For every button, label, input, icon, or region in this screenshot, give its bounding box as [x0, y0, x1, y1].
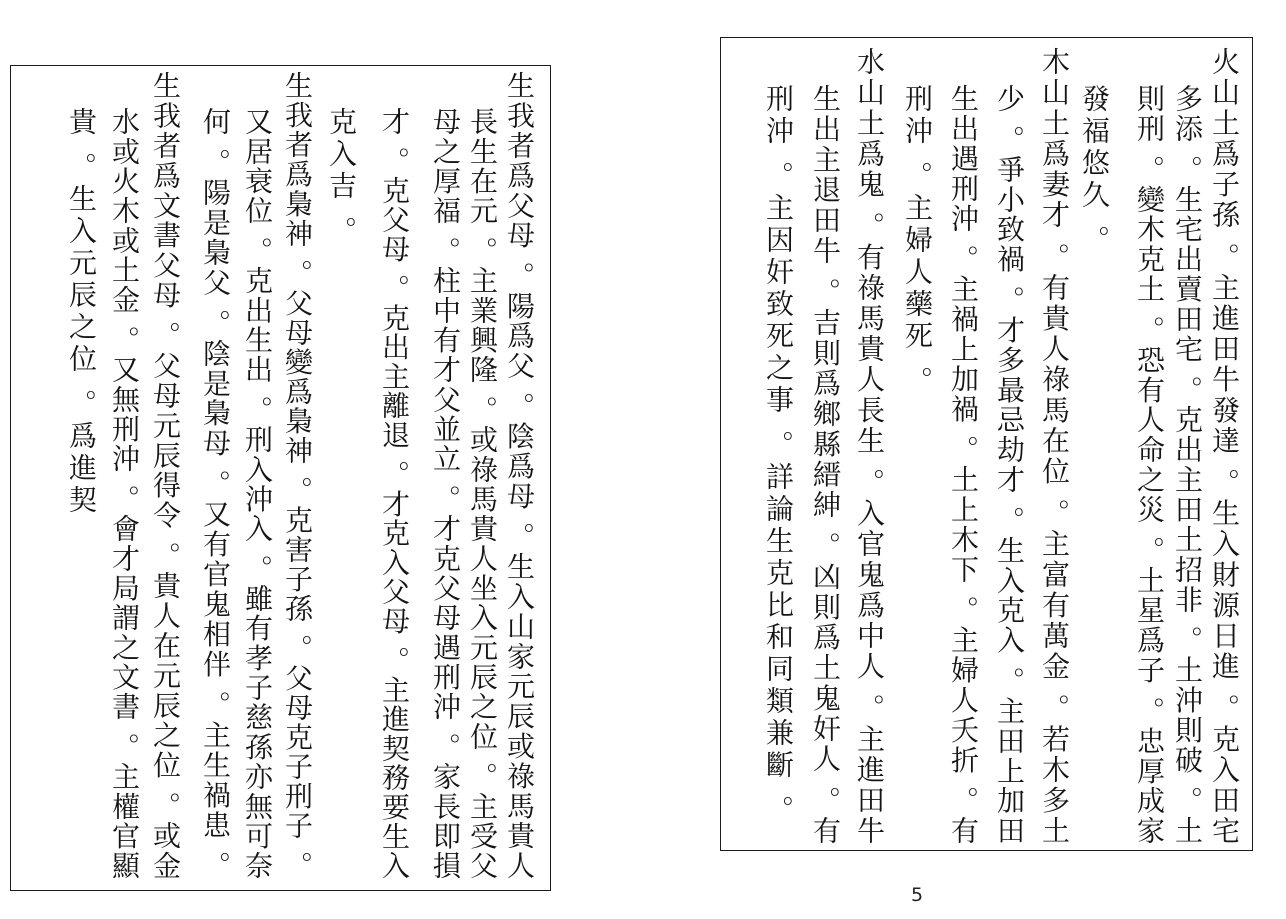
right-page-column-10: 生出主退田牛 。吉則爲鄉縣縉紳 。凶則爲土鬼奸人 。有 — [809, 84, 842, 844]
left-page-column-6: 生我者爲梟神 。父母變爲梟神 。克害子孫 。父母克子刑子 。 — [281, 71, 314, 879]
left-page-column-1: 生我者爲父母 。陽爲父 。陰爲母 。生入山家元辰或祿馬貴人 — [503, 71, 536, 879]
right-page-column-4: 發福悠久 。 — [1078, 84, 1111, 257]
right-page — [720, 37, 1253, 851]
right-page-column-9: 水山土爲鬼 。有祿馬貴人長生 。入官鬼爲中人 。主進田牛 — [853, 47, 886, 844]
right-page-column-6: 少 。爭小致禍 。才多最忌劫才 。生入克入 。主田上加田 — [993, 84, 1026, 844]
right-page-column-2: 多添 。生宅出賣田宅 。克出主田土招非 。土沖則破 。土 — [1171, 84, 1204, 844]
left-page-column-4: 才 。克父母 。克出主離退 。才克入父母 。主進契務要生入 — [378, 107, 411, 879]
left-page-column-10: 水或火木或土金 。又無刑沖 。會才局謂之文書 。主權官顯 — [108, 107, 141, 879]
left-page-column-9: 生我者爲文書父母 。父母元辰得令 。貴人在元辰之位 。或金 — [149, 71, 182, 879]
right-page-column-3: 則刑 。變木克土 。恐有人命之災 。土星爲子 。忠厚成家 — [1133, 84, 1166, 844]
left-page-column-2: 長生在元 。主業興隆 。或祿馬貴人坐入元辰之位 。主受父 — [466, 107, 499, 879]
right-page-column-5: 木山土爲妻才 。有貴人祿馬在位 。主富有萬金 。若木多土 — [1038, 47, 1071, 844]
left-page-column-8: 何 。陽是梟父 。陰是梟母 。又有官鬼相伴 。主生禍患 。 — [199, 107, 232, 879]
left-page-column-11: 貴 。生入元辰之位 。爲進契 — [65, 107, 98, 517]
right-page-column-8: 刑沖 。主婦人藥死 。 — [901, 84, 934, 398]
left-page — [10, 65, 551, 891]
left-page-column-7: 又居衰位 。克出生出 。刑入沖入 。雖有孝子慈孫亦無可奈 — [241, 107, 274, 879]
right-page-column-1: 火山土爲子孫 。主進田牛發達 。生入財源日進 。克入田宅 — [1208, 47, 1241, 844]
right-page-column-7: 生出遇刑沖 。主禍上加禍 。土上木下 。主婦人夭折 。有 — [947, 84, 980, 844]
page-number: 5 — [911, 884, 924, 906]
left-page-column-3: 母之厚福 。柱中有才父並立 。才克父母遇刑沖 。家長即損 — [429, 107, 462, 879]
right-page-column-11: 刑沖 。主因奸致死之事 。詳論生克比和同類兼斷 。 — [762, 84, 795, 827]
left-page-column-5: 克入吉 。 — [325, 107, 358, 248]
